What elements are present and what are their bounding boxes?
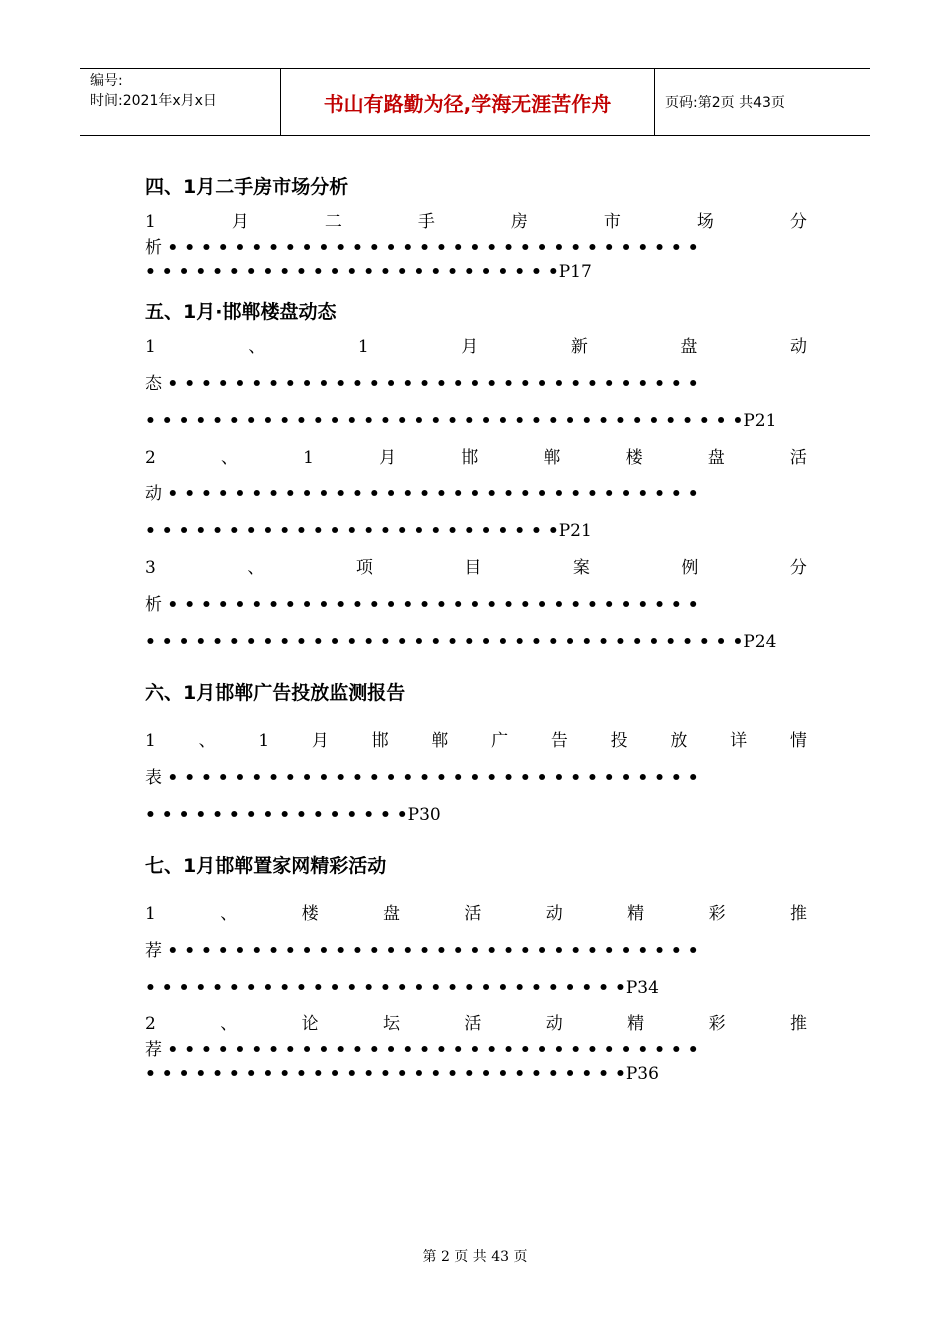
page-ref: P30 [407, 805, 441, 825]
toc-entry-tail[interactable] [145, 373, 699, 395]
toc-entry-char: 论 [301, 1014, 319, 1034]
toc-entry-char: 动 [789, 337, 807, 357]
toc-entry-tail-char: 荐 [145, 1040, 162, 1060]
leader-dots: • • • • • • • • • • • • • • • • [145, 805, 408, 825]
toc-entry-tail-char: 态 [145, 374, 162, 394]
toc-entry-char: 2 [145, 448, 156, 468]
header-meta [80, 69, 281, 135]
toc-entry-chars[interactable] [145, 447, 807, 469]
page-ref: P21 [558, 521, 592, 541]
toc-entry-page-line[interactable] [145, 1063, 659, 1085]
toc-entry-char: 动 [545, 1014, 563, 1034]
toc-entry-char: 推 [789, 904, 807, 924]
toc-entry-char: 市 [603, 212, 621, 232]
toc-entry-chars[interactable] [145, 336, 807, 358]
toc-entry-tail[interactable] [145, 483, 699, 505]
toc-entry-char: 目 [464, 558, 482, 578]
toc-entry-char: 案 [572, 558, 590, 578]
toc-entry-char: 活 [464, 1014, 482, 1034]
section-heading-6: 六、1月邯郸广告投放监测报告 [145, 682, 406, 704]
toc-entry-char: 3 [145, 558, 156, 578]
toc-entry-tail-char: 荐 [145, 941, 162, 961]
header-motto: 书山有路勤为径,学海无涯苦作舟 [281, 69, 655, 135]
leader-dots: • • • • • • • • • • • • • • • • • • • • • • • • • • • • • • • • [167, 1040, 699, 1060]
toc-entry-char: 活 [464, 904, 482, 924]
toc-entry-char: 坛 [383, 1014, 400, 1034]
toc-entry-char: 新 [570, 337, 588, 357]
toc-entry-tail[interactable] [145, 1039, 699, 1061]
page-footer: 第 2 页 共 43 页 [422, 1249, 528, 1265]
toc-entry-char: 分 [789, 558, 807, 578]
section-heading-7: 七、1月邯郸置家网精彩活动 [145, 855, 387, 877]
toc-entry-page-line[interactable] [145, 804, 441, 826]
toc-entry-char: 、 [248, 337, 266, 357]
toc-entry-char: 放 [670, 731, 688, 751]
toc-entry-chars[interactable] [145, 211, 807, 233]
leader-dots: • • • • • • • • • • • • • • • • • • • • • • • • • • • • • • • • • • • • [145, 632, 744, 652]
toc-entry-tail[interactable] [145, 237, 699, 259]
toc-entry-char: 彩 [708, 904, 726, 924]
leader-dots: • • • • • • • • • • • • • • • • • • • • • • • • • • • • • • • • [167, 941, 699, 961]
toc-entry-char: 例 [681, 558, 699, 578]
toc-entry-page-line[interactable] [145, 410, 776, 432]
toc-entry-char: 精 [627, 904, 645, 924]
toc-entry-char: 邯 [461, 448, 479, 468]
toc-entry-page-line[interactable] [145, 261, 592, 283]
leader-dots: • • • • • • • • • • • • • • • • • • • • • • • • • [145, 521, 559, 541]
toc-entry-char: 投 [610, 731, 628, 751]
toc-entry-char: 场 [696, 212, 714, 232]
leader-dots: • • • • • • • • • • • • • • • • • • • • • • • • • • • • • • • • [167, 484, 699, 504]
toc-entry-char: 1 [258, 731, 270, 751]
toc-entry-tail-char: 析 [145, 238, 162, 258]
toc-entry-char: 月 [461, 337, 479, 357]
toc-entry-char: 、 [220, 1014, 238, 1034]
toc-entry-char: 1 [303, 448, 314, 468]
toc-entry-char: 推 [789, 1014, 807, 1034]
toc-entry-char: 盘 [707, 448, 725, 468]
toc-entry-char: 1 [145, 731, 156, 751]
page-header [80, 68, 870, 136]
toc-entry-char: 手 [417, 212, 435, 232]
toc-entry-char: 、 [247, 558, 265, 578]
toc-entry-char: 楼 [301, 904, 319, 924]
toc-entry-chars[interactable] [145, 903, 807, 925]
toc-entry-tail[interactable] [145, 940, 699, 962]
toc-entry-char: 郸 [431, 731, 449, 751]
number-label: 编号: [90, 73, 123, 89]
page-ref: P24 [743, 632, 777, 652]
leader-dots: • • • • • • • • • • • • • • • • • • • • • • • • • • • • • • • • • • • • [145, 411, 744, 431]
toc-entry-char: 广 [491, 731, 509, 751]
toc-entry-char: 告 [550, 731, 568, 751]
toc-entry-char: 盘 [383, 904, 400, 924]
toc-entry-tail-char: 动 [145, 484, 162, 504]
toc-entry-char: 郸 [543, 448, 561, 468]
leader-dots: • • • • • • • • • • • • • • • • • • • • • • • • • • • • • • • • [167, 595, 699, 615]
leader-dots: • • • • • • • • • • • • • • • • • • • • • • • • • • • • • [145, 978, 626, 998]
toc-entry-char: 月 [231, 212, 249, 232]
leader-dots: • • • • • • • • • • • • • • • • • • • • • • • • • [145, 262, 559, 282]
toc-entry-page-line[interactable] [145, 977, 659, 999]
toc-entry-char: 邯 [371, 731, 389, 751]
toc-entry-tail[interactable] [145, 594, 699, 616]
toc-entry-char: 、 [220, 448, 238, 468]
toc-entry-char: 项 [355, 558, 373, 578]
toc-entry-char: 2 [145, 1014, 156, 1034]
toc-entry-char: 月 [311, 731, 329, 751]
toc-entry-char: 彩 [708, 1014, 726, 1034]
toc-entry-char: 分 [789, 212, 807, 232]
toc-entry-char: 二 [324, 212, 342, 232]
toc-entry-char: 房 [510, 212, 528, 232]
toc-entry-chars[interactable] [145, 1013, 807, 1035]
toc-entry-chars[interactable] [145, 730, 807, 752]
toc-entry-char: 楼 [625, 448, 643, 468]
toc-entry-char: 1 [357, 337, 369, 357]
page-ref: P17 [558, 262, 592, 282]
page-ref: P21 [743, 411, 777, 431]
page-ref: P36 [625, 1064, 659, 1084]
toc-entry-char: 盘 [680, 337, 698, 357]
toc-entry-char: 月 [379, 448, 397, 468]
leader-dots: • • • • • • • • • • • • • • • • • • • • • • • • • • • • • • • • [167, 374, 699, 394]
toc-entry-char: 、 [220, 904, 238, 924]
toc-entry-tail-char: 析 [145, 595, 162, 615]
section-heading-4: 四、1月二手房市场分析 [145, 176, 349, 198]
toc-entry-char: 动 [545, 904, 563, 924]
leader-dots: • • • • • • • • • • • • • • • • • • • • • • • • • • • • • • • • [167, 768, 699, 788]
toc-entry-char: 、 [198, 731, 216, 751]
toc-entry-char: 详 [730, 731, 748, 751]
toc-entry-page-line[interactable] [145, 631, 776, 653]
toc-entry-char: 活 [789, 448, 807, 468]
toc-entry-char: 1 [145, 212, 156, 232]
toc-entry-tail-char: 表 [145, 768, 162, 788]
toc-entry-char: 精 [627, 1014, 645, 1034]
toc-entry-page-line[interactable] [145, 520, 592, 542]
toc-entry-char: 情 [789, 731, 807, 751]
section-heading-5: 五、1月·邯郸楼盘动态 [145, 301, 337, 323]
page-ref: P34 [625, 978, 659, 998]
leader-dots: • • • • • • • • • • • • • • • • • • • • • • • • • • • • • [145, 1064, 626, 1084]
toc-entry-chars[interactable] [145, 557, 807, 579]
toc-entry-tail[interactable] [145, 767, 699, 789]
time-label: 时间:2021年x月x日 [90, 93, 217, 109]
header-page-info: 页码:第2页 共43页 [665, 95, 785, 111]
leader-dots: • • • • • • • • • • • • • • • • • • • • • • • • • • • • • • • • [167, 238, 699, 258]
toc-entry-char: 1 [145, 904, 156, 924]
toc-entry-char: 1 [145, 337, 156, 357]
